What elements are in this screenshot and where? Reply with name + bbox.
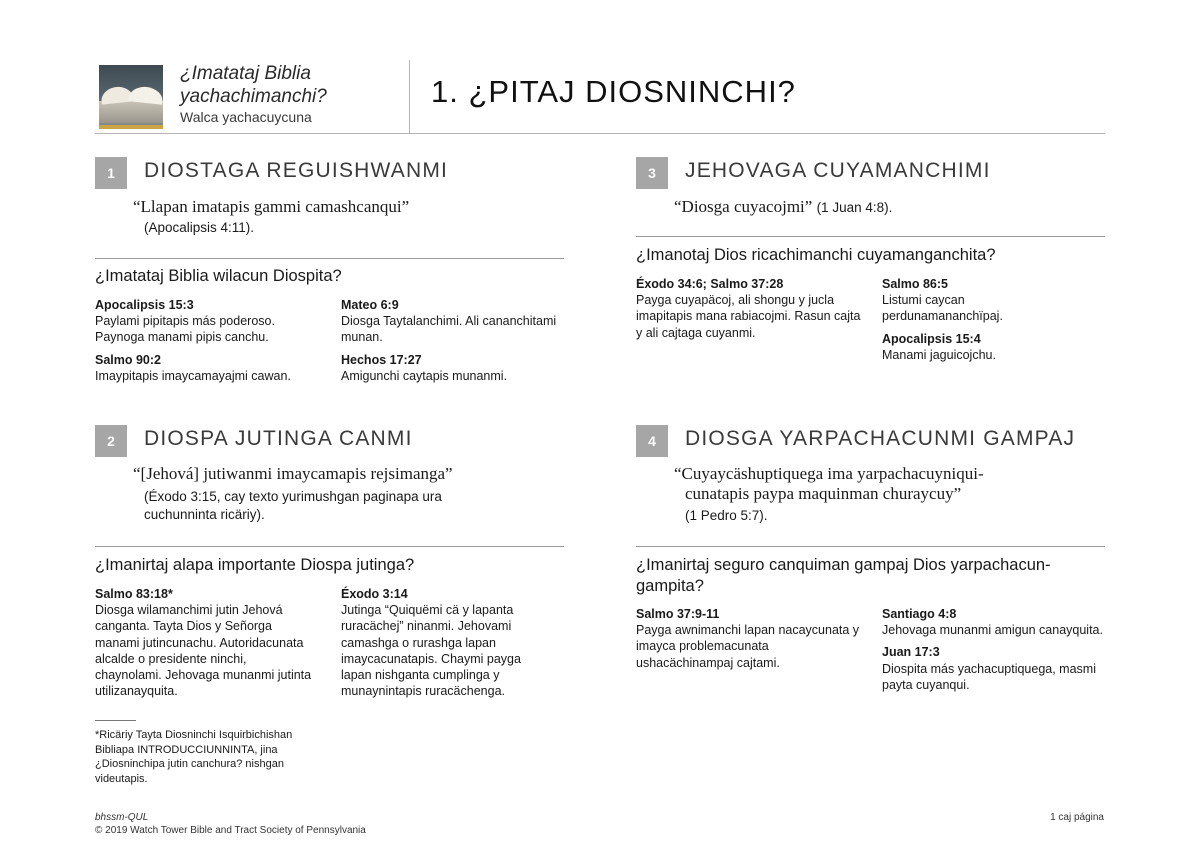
section-number-badge: 3 xyxy=(636,157,668,189)
brochure-subtitle: Walca yachacuycuna xyxy=(180,109,312,125)
item-text: Listumi caycan perdunamananchïpaj. xyxy=(882,293,1003,324)
item-text: Manami jaguicojchu. xyxy=(882,347,996,362)
right-column xyxy=(341,297,561,390)
item-reference: Apocalipsis 15:3 xyxy=(95,298,194,312)
lesson-title: 1. ¿PITAJ DIOSNINCHI? xyxy=(431,74,796,109)
page-number: 1 caj página xyxy=(1050,812,1104,823)
scripture-item xyxy=(636,276,861,341)
section-title: DIOSPA JUTINGA CANMI xyxy=(144,427,413,450)
footnote: *Ricäriy Tayta Diosninchi Isquirbichishan Bibliapa INTRODUCCIUNNINTA, jina ¿Diosninchipa jutin canchura? nishgan videutapis. xyxy=(95,729,293,785)
scripture-reference: (1 Pedro 5:7). xyxy=(685,508,768,523)
item-reference: Éxodo 34:6; Salmo 37:28 xyxy=(636,277,784,291)
scripture-item xyxy=(341,586,551,699)
section-number-badge: 2 xyxy=(95,425,127,457)
scripture-quote: “[Jehová] jutiwanmi imaycamapis rejsimanga” xyxy=(133,464,453,483)
scripture-reference: (Apocalipsis 4:11). xyxy=(144,220,255,235)
item-text: Imaypitapis imaycamayajmi cawan. xyxy=(95,368,291,383)
item-reference: Salmo 86:5 xyxy=(882,277,949,291)
item-reference: Hechos 17:27 xyxy=(341,352,422,367)
quote-text: “Diosga cuyacojmi” xyxy=(674,197,813,216)
scripture-item xyxy=(882,644,1107,693)
scripture-item xyxy=(882,606,1107,638)
section-4 xyxy=(636,425,1106,725)
right-column xyxy=(882,606,1107,699)
item-text: Paylami pipitapis más poderoso. Paynoga manami pipis canchu. xyxy=(95,314,275,345)
item-reference: Apocalipsis 15:4 xyxy=(882,331,981,346)
item-text: Diosga wilamanchimi jutin Jehová canganta. Tayta Dios y Señorga manami jutincunachu. Autoridacunata alcalde o presidente ninchi, chaynolami. Jehovaga munanmi jutinta utilizanayquita. xyxy=(95,603,312,699)
right-column xyxy=(882,276,1072,369)
divider xyxy=(95,546,564,547)
scripture-reference: (Éxodo 3:15, cay texto yurimushgan paginapa ura cuchunninta ricäriy). xyxy=(144,489,442,522)
scripture-item xyxy=(95,352,325,384)
item-reference: Salmo 90:2 xyxy=(95,352,162,367)
item-reference: Éxodo 3:14 xyxy=(341,587,408,601)
scripture-quote xyxy=(674,464,984,504)
footnote-separator xyxy=(95,720,136,721)
quote-line: “Cuyaycäshuptiquega ima yarpachacuyniqui- xyxy=(674,464,984,483)
open-bible-image xyxy=(99,65,163,129)
copyright: © 2019 Watch Tower Bible and Tract Society of Pennsylvania xyxy=(95,824,366,836)
divider xyxy=(95,258,564,259)
section-1 xyxy=(95,157,565,397)
section-title: DIOSGA YARPACHACUNMI GAMPAJ xyxy=(685,427,1076,450)
brochure-title: ¿Imatataj Biblia yachachimanchi? xyxy=(180,63,327,107)
footer-info xyxy=(95,812,366,837)
divider xyxy=(636,546,1105,547)
scripture-reference: (1 Juan 4:8). xyxy=(816,200,893,215)
publication-code: bhssm-QUL xyxy=(95,812,149,823)
scripture-item xyxy=(341,352,561,384)
scripture-quote xyxy=(674,197,892,218)
item-reference: Salmo 83:18* xyxy=(95,587,173,601)
left-column xyxy=(636,276,861,347)
scripture-item xyxy=(95,586,313,699)
section-question: ¿Imanirtaj alapa importante Diospa jutinga? xyxy=(95,556,415,574)
section-3 xyxy=(636,157,1106,397)
item-reference: Santiago 4:8 xyxy=(882,607,957,621)
item-text: Diosga Taytalanchimi. Ali cananchitami munan. xyxy=(341,314,557,345)
right-column xyxy=(341,586,551,705)
scripture-item xyxy=(882,276,1072,325)
section-question: ¿Imanirtaj seguro canquiman gampaj Dios yarpachacun- gampita? xyxy=(636,556,1051,595)
section-number-badge: 1 xyxy=(95,157,127,189)
item-reference: Mateo 6:9 xyxy=(341,298,399,312)
item-text: Payga cuyapäcoj, ali shongu y jucla imapitapis mana rabiacojmi. Rasun cajta y ali cajtaga cuyanmi. xyxy=(636,293,861,340)
item-text: Payga awnimanchi lapan nacaycunata y imayca problemacunata ushacächinampaj cajtami. xyxy=(636,623,860,670)
scripture-item xyxy=(95,297,325,346)
scripture-item xyxy=(882,331,1072,363)
divider xyxy=(636,236,1105,237)
item-text: Jutinga “Quiquëmi cä y lapanta ruracächej” ninanmi. Jehovami camashga o rurashga lapan imaycacunatapis. Chaymi payga lapan nishganta cumplinga y munaynintapis ruracächenga. xyxy=(341,603,521,699)
item-text: Diospita más yachacuptiquega, masmi payta cuyanqui. xyxy=(882,661,1096,692)
item-text: Jehovaga munanmi amigun canayquita. xyxy=(882,623,1103,638)
item-reference: Juan 17:3 xyxy=(882,645,940,660)
quote-line: cunatapis paypa maquinman churaycuy” xyxy=(685,484,962,503)
section-question: ¿Imatataj Biblia wilacun Diospita? xyxy=(95,267,342,285)
left-column xyxy=(95,586,313,705)
section-2 xyxy=(95,425,565,715)
left-column xyxy=(636,606,861,677)
scripture-item xyxy=(636,606,861,671)
page-header xyxy=(95,60,1105,134)
item-text: Amigunchi caytapis munanmi. xyxy=(341,368,508,383)
item-reference: Salmo 37:9-11 xyxy=(636,607,720,621)
section-number-badge: 4 xyxy=(636,425,668,457)
section-title: JEHOVAGA CUYAMANCHIMI xyxy=(685,159,991,182)
scripture-quote: “Llapan imatapis gammi camashcanqui” xyxy=(133,197,410,216)
left-column xyxy=(95,297,325,390)
header-divider xyxy=(409,60,410,133)
section-question: ¿Imanotaj Dios ricachimanchi cuyamanganchita? xyxy=(636,246,996,264)
section-title: DIOSTAGA REGUISHWANMI xyxy=(144,159,449,182)
scripture-item xyxy=(341,297,561,346)
